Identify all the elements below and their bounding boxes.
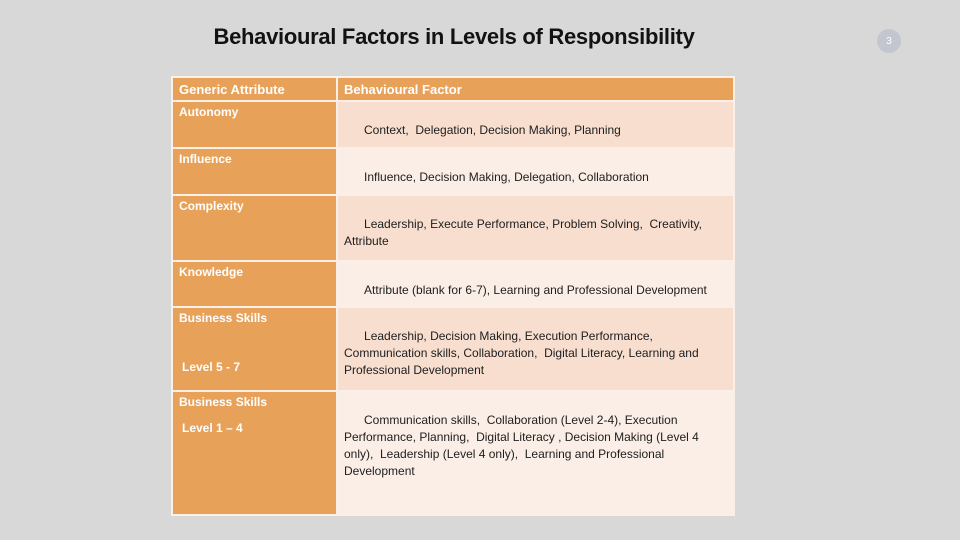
factor-cell-autonomy [338, 102, 733, 147]
column-header-generic-attribute: Generic Attribute [173, 78, 336, 100]
factor-cell-knowledge [338, 262, 733, 306]
factor-cell-influence [338, 149, 733, 194]
attribute-label: Complexity [179, 199, 244, 213]
attribute-cell-business-skills-1-4 [173, 392, 336, 514]
factor-cell-business-skills-5-7 [338, 308, 733, 390]
factor-text: Influence, Decision Making, Delegation, Collaboration [364, 170, 649, 184]
column-header-behavioural-factor: Behavioural Factor [338, 78, 733, 100]
attribute-label: Business Skills [179, 395, 268, 409]
factor-text: Attribute (blank for 6-7), Learning and Professional Development [364, 283, 707, 297]
slide-number-badge [877, 29, 901, 53]
level-label: Level 5 - 7 [182, 360, 241, 374]
attribute-cell-autonomy [173, 102, 336, 147]
attribute-label: Influence [179, 152, 232, 166]
attribute-label: Autonomy [179, 105, 239, 119]
attribute-label: Knowledge [179, 265, 244, 279]
attribute-cell-knowledge [173, 262, 336, 306]
factor-text: Communication skills, Collaboration (Level 2-4), Execution Performance, Planning, Digital Literacy , Decision Making (Level 4 only), Leadership (Level 4 only), Learning and Professional Development [344, 413, 703, 478]
factor-text: Context, Delegation, Decision Making, Planning [364, 123, 621, 137]
page-title: Behavioural Factors in Levels of Responsibility [213, 24, 695, 49]
attribute-cell-business-skills-5-7 [173, 308, 336, 390]
attribute-cell-complexity [173, 196, 336, 260]
factor-cell-business-skills-1-4 [338, 392, 733, 514]
factor-text: Leadership, Decision Making, Execution Performance, Communication skills, Collaboration, Digital Literacy, Learning and Professional Development [344, 329, 702, 377]
factor-text: Leadership, Execute Performance, Problem Solving, Creativity, Attribute [344, 217, 705, 248]
attribute-label: Business Skills [179, 311, 268, 325]
level-label: Level 1 – 4 [182, 421, 243, 435]
attribute-cell-influence [173, 149, 336, 194]
responsibility-table [171, 76, 735, 516]
slide-number: 3 [886, 35, 892, 47]
factor-cell-complexity [338, 196, 733, 260]
